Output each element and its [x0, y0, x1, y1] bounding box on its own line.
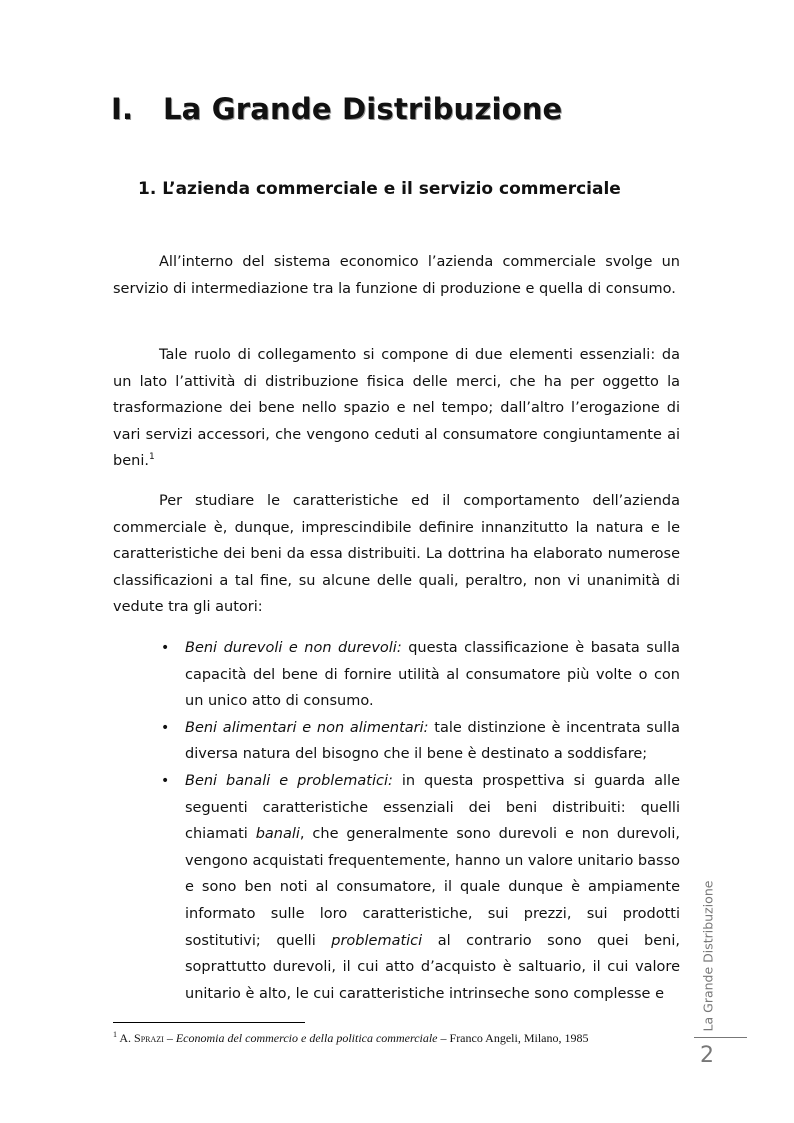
chapter-title-text: La Grande Distribuzione	[163, 92, 563, 126]
footnote-reference: 1	[148, 452, 155, 463]
footnote-divider	[113, 1022, 305, 1023]
list-item-lead: Beni alimentari e non alimentari:	[185, 719, 429, 736]
footnote-dash: –	[163, 1031, 176, 1045]
emphasis-problematici: problematici	[331, 932, 423, 949]
list-item	[161, 768, 681, 1007]
chapter-number: I.	[111, 92, 134, 126]
bullet-icon: •	[161, 719, 170, 736]
list-item-lead: Beni banali e problematici:	[185, 772, 393, 789]
emphasis-banali: banali	[255, 826, 300, 843]
footnote-book-title: Economia del commercio e della politica commerciale	[175, 1031, 438, 1045]
list-item	[161, 715, 680, 768]
footnote	[113, 1030, 589, 1046]
list-item-lead: Beni durevoli e non durevoli:	[185, 640, 402, 656]
footnote-author: Sprazi	[134, 1031, 164, 1045]
paragraph-2	[113, 342, 680, 475]
footnote-number: 1	[113, 1030, 117, 1039]
paragraph-2-text: Tale ruolo di collegamento si compone di due elementi essenziali: da un lato l’attività di distribuzione fisica delle merci, che ha per oggetto la trasformazione dei bene nello spazio e nel tempo; dall’altro l’erogazione di vari servizi accessori, che vengono ceduti al consumatore congiuntamente ai beni.	[113, 347, 680, 470]
list-item-text: tale distinzione è incentrata sulla diversa natura del bisogno che il bene è destinato a soddisfare;	[185, 719, 680, 763]
page-number: 2	[700, 1043, 714, 1068]
list-item-text: , che generalmente sono durevoli e non durevoli, vengono acquistati frequentemente, hanno un valore unitario basso e sono ben noti al consumatore, il quale dunque è ampiamente informato sulle loro caratteristiche, sui prezzi, sui prodotti sostitutivi; quelli	[185, 826, 680, 949]
section-title: 1. L’azienda commerciale e il servizio commerciale	[138, 179, 621, 199]
chapter-title	[111, 92, 562, 126]
list-item-text: questa classificazione è basata sulla capacità del bene di fornire utilità al consumatore più volte o con un unico atto di consumo.	[185, 640, 680, 710]
classification-list	[161, 635, 681, 1007]
paragraph-3: Per studiare le caratteristiche ed il comportamento dell’azienda commerciale è, dunque, imprescindibile definire innanzitutto la natura e le caratteristiche dei beni da essa distribuiti. La dottrina ha elaborato numerose classificazioni a tal fine, su alcune delle quali, peraltro, non vi unanimità di vedute tra gli autori:	[113, 493, 680, 616]
list-item-text: in questa prospettiva si guarda alle seguenti caratteristiche essenziali dei beni distribuiti: quelli chiamati	[185, 772, 680, 843]
running-header-text: La Grande Distribuzione	[700, 880, 716, 1032]
list-item-text: al contrario sono quei beni, soprattutto durevoli, il cui atto d’acquisto è saltuario, il cui valore unitario è alto, le cui caratteristiche intrinseche sono complesse e	[185, 932, 681, 1002]
bullet-icon: •	[161, 640, 170, 656]
footnote-publisher: – Franco Angeli, Milano, 1985	[437, 1031, 589, 1045]
page-number-divider	[694, 1037, 747, 1038]
running-header-vertical	[698, 880, 718, 1032]
footnote-author-initial: A.	[119, 1031, 135, 1045]
paragraph-1: All’interno del sistema economico l’azienda commerciale svolge un servizio di intermediazione tra la funzione di produzione e quella di consumo.	[113, 254, 680, 297]
list-item	[161, 635, 680, 715]
bullet-icon: •	[161, 772, 170, 789]
